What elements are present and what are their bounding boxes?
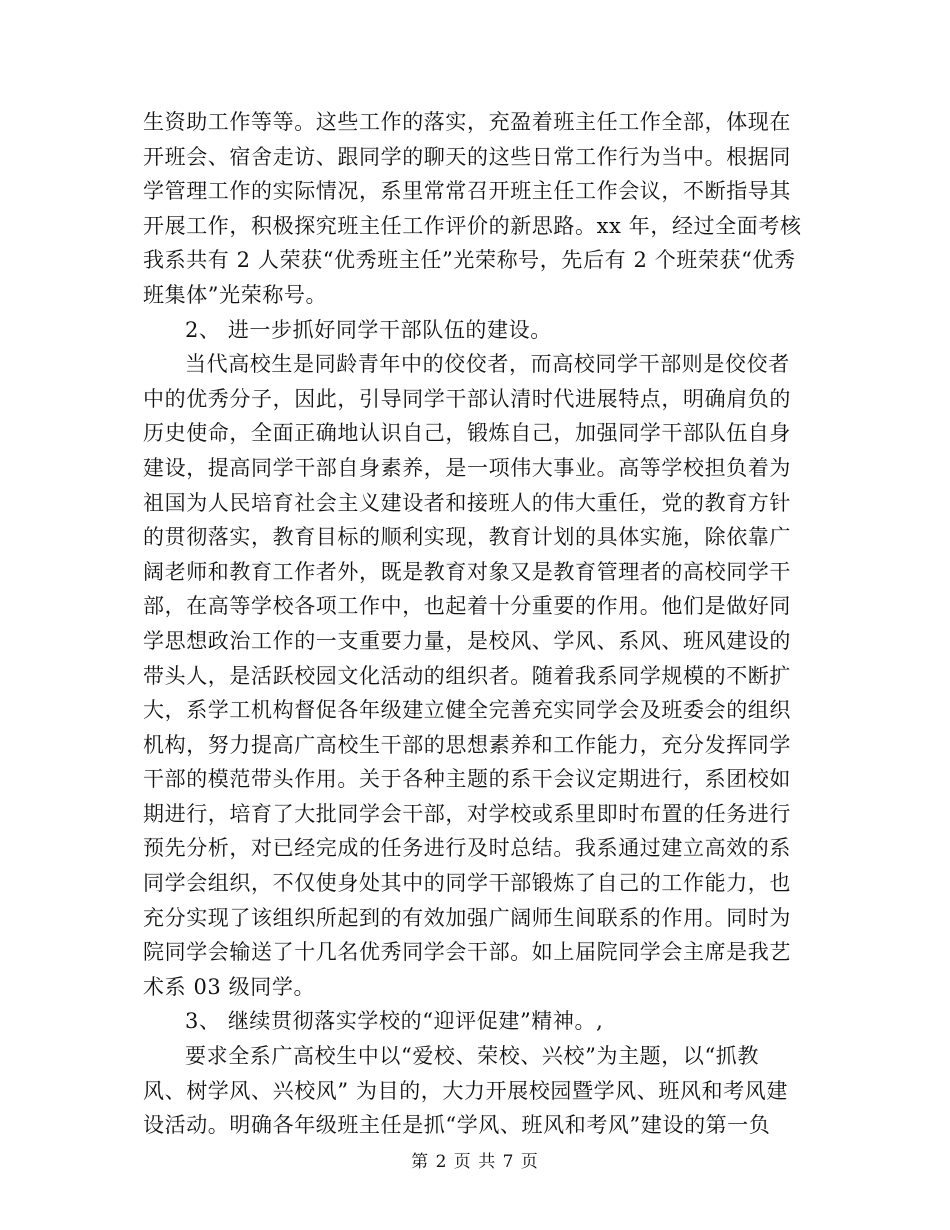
- text-line: 的贯彻落实，教育目标的顺利实现，教育计划的具体实施，除依靠广: [143, 525, 791, 550]
- text-line: 3、 继续贯彻落实学校的“迎评促建”精神。,: [185, 1009, 604, 1034]
- document-body: [143, 105, 808, 1143]
- text-line: 同学会组织，不仅使身处其中的同学干部锻炼了自己的工作能力，也: [143, 871, 791, 896]
- text-line: 带头人，是活跃校园文化活动的组织者。随着我系同学规模的不断扩: [143, 663, 791, 688]
- text-line: 历史使命，全面正确地认识自己，锻炼自己，加强同学干部队伍自身: [143, 421, 791, 446]
- text-line: 阔老师和教育工作者外，既是教育对象又是教育管理者的高校同学干: [143, 559, 791, 584]
- text-line: 生资助工作等等。这些工作的落实，充盈着班主任工作全部，体现在: [143, 110, 791, 134]
- text-line: 风、树学风、兴校风” 为目的，大力开展校园暨学风、班风和考风建: [143, 1078, 789, 1103]
- text-line: 充分实现了该组织所起到的有效加强广阔师生间联系的作用。同时为: [143, 905, 791, 930]
- text-line: 建设，提高同学干部自身素养，是一项伟大事业。高等学校担负着为: [143, 455, 791, 480]
- text-line: 大，系学工机构督促各年级建立健全完善充实同学会及班委会的组织: [143, 698, 791, 723]
- text-line: 机构，努力提高广高校生干部的思想素养和工作能力，充分发挥同学: [143, 732, 791, 757]
- text-line: 术系 03 级同学。: [143, 974, 316, 999]
- text-line: 2、 进一步抓好同学干部队伍的建设。: [185, 317, 552, 342]
- text-line: 学思想政治工作的一支重要力量，是校风、学风、系风、班风建设的: [143, 628, 791, 653]
- text-line: 祖国为人民培育社会主义建设者和接班人的伟大重任，党的教育方针: [143, 490, 791, 515]
- text-line: 期进行，培育了大批同学会干部，对学校或系里即时布置的任务进行: [143, 801, 791, 826]
- text-line: 干部的模范带头作用。关于各种主题的系干会议定期进行，系团校如: [143, 767, 791, 792]
- text-line: 设活动。明确各年级班主任是抓“学风、班风和考风”建设的第一负: [143, 1113, 771, 1138]
- page-footer: 第 2 页 共 7 页: [411, 1152, 539, 1172]
- text-line: 部，在高等学校各项工作中，也起着十分重要的作用。他们是做好同: [143, 594, 791, 619]
- text-line: 学管理工作的实际情况，系里常常召开班主任工作会议，不断指导其: [143, 179, 791, 204]
- text-line: 要求全系广高校生中以“爱校、荣校、兴校”为主题，以“抓教: [185, 1044, 760, 1069]
- text-line: 开展工作，积极探究班主任工作评价的新思路。xx 年，经过全面考核: [143, 213, 802, 238]
- text-line: 当代高校生是同龄青年中的佼佼者，而高校同学干部则是佼佼者: [185, 352, 790, 377]
- text-line: 中的优秀分子，因此，引导同学干部认清时代进展特点，明确肩负的: [143, 386, 791, 411]
- text-line: 预先分析，对已经完成的任务进行及时总结。我系通过建立高效的系: [143, 836, 791, 861]
- text-line: 开班会、宿舍走访、跟同学的聊天的这些日常工作行为当中。根据同: [143, 144, 791, 169]
- text-line: 班集体”光荣称号。: [143, 282, 328, 307]
- text-line: 我系共有 2 人荣获“优秀班主任”光荣称号，先后有 2 个班荣获“优秀: [143, 248, 796, 273]
- text-line: 院同学会输送了十几名优秀同学会干部。如上届院同学会主席是我艺: [143, 940, 791, 965]
